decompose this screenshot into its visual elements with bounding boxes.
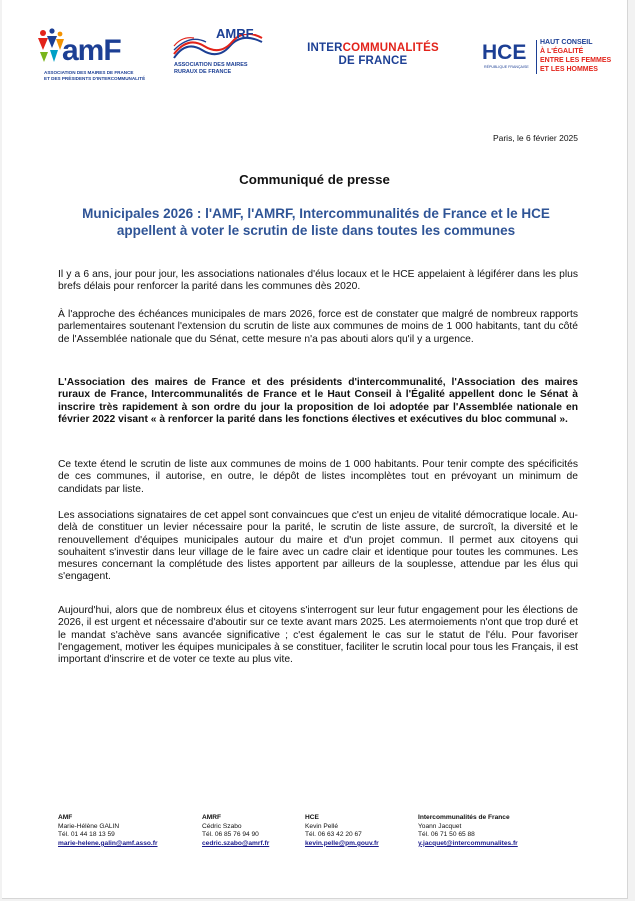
contact-name: Cédric Szabo: [202, 822, 242, 830]
intercommunalites-logo-communalites: COMMUNALITÉS: [342, 42, 439, 54]
contact-amf: [58, 814, 158, 848]
contact-phone: Tél. 01 44 18 13 59: [58, 831, 115, 839]
body-paragraph-1: Il y a 6 ans, jour pour jour, les associations nationales d'élus locaux et le HCE appelaient à légiférer dans les plus brefs délais pour renforcer la parité dans les communes dès 2020.: [58, 269, 578, 293]
contact-email-link[interactable]: kevin.pelle@pm.gouv.fr: [305, 839, 379, 847]
hce-name: [540, 38, 611, 74]
amrf-subtitle-line-1: ASSOCIATION DES MAIRES: [174, 62, 248, 68]
amrf-wordmark: AMRF: [216, 26, 254, 41]
contact-org: HCE: [305, 814, 319, 821]
hce-name-line-2: À L'ÉGALITÉ: [540, 48, 584, 55]
contact-email-link[interactable]: cedric.szabo@amrf.fr: [202, 839, 270, 847]
contact-phone: Tél. 06 71 50 65 88: [418, 831, 475, 839]
amf-subtitle: [44, 70, 145, 81]
press-release-date: Paris, le 6 février 2025: [492, 133, 578, 143]
body-paragraph-6: Aujourd'hui, alors que de nombreux élus et citoyens s'interrogent sur leur futur engagement pour les élections de 2026, il est urgent et nécessaire d'aboutir sur ce texte avant mars 2025. Les atermoiements n'ont que trop duré et le mandat s'achève sans avancée significative ; c'est également le cas sur le statut de l'élu. Pour favoriser l'engagement, motiver les équipes municipales à se constituer, faciliter le scrutin local pour tous les Français, il est important d'inscrire et de voter ce texte au plus vite.: [58, 605, 578, 666]
amf-wordmark: amF: [62, 34, 121, 67]
contact-phone: Tél. 06 85 76 94 90: [202, 831, 259, 839]
body-paragraph-5: Les associations signataires de cet appel sont convaincues que c'est un enjeu de vitalité démocratique locale. Au-delà de constituer un levier nécessaire pour la parité, le scrutin de liste assure, de surcroît, la diversité et le renouvellement d'équipes municipales autour du maire et d'un projet commun. Il permet aux citoyens qui souhaitent s'investir dans leur village de le faire avec un cadre clair et identique pour toutes les communes. Les mesures concernant la complétude des listes apportent par ailleurs de la souplesse, attendue par les élus qui s'engagent.: [58, 510, 578, 583]
body-paragraph-4: Ce texte étend le scrutin de liste aux communes de moins de 1 000 habitants. Pour tenir compte des spécificités de ces communes, il autorise, en outre, le dépôt de listes incomplètes tout en prévoyant un minimum de candidats par liste.: [58, 459, 578, 495]
hce-divider: [536, 40, 537, 74]
hce-logo: [482, 38, 622, 78]
intercommunalites-logo-line-1: [300, 42, 446, 55]
hce-wordmark: HCE: [482, 41, 527, 64]
contact-name: Yoann Jacquet: [418, 822, 462, 830]
document-page: [2, 0, 628, 899]
contact-email-link[interactable]: marie-helene.galin@amf.asso.fr: [58, 839, 158, 847]
contact-org: AMRF: [202, 814, 222, 821]
contact-hce: [305, 814, 379, 848]
amrf-logo: [170, 26, 280, 82]
contact-org: Intercommunalités de France: [418, 814, 510, 821]
amf-subtitle-line-2: ET DES PRÉSIDENTS D'INTERCOMMUNALITÉ: [44, 75, 146, 81]
hce-name-line-3: ENTRE LES FEMMES: [540, 57, 612, 64]
intercommunalites-logo: [300, 42, 446, 72]
contact-phone: Tél. 06 63 42 20 67: [305, 831, 362, 839]
amf-logo: [32, 26, 150, 84]
hce-name-line-4: ET LES HOMMES: [540, 66, 598, 73]
contact-org: AMF: [58, 814, 73, 821]
hce-republic-label: RÉPUBLIQUE FRANÇAISE: [484, 65, 529, 69]
contact-intercommunalites: [418, 814, 518, 848]
amf-subtitle-line-1: ASSOCIATION DES MAIRES DE FRANCE: [44, 70, 134, 75]
body-paragraph-3: L'Association des maires de France et des présidents d'intercommunalité, l'Association des maires ruraux de France, Intercommunalités de France et le Haut Conseil à l'Égalité appellent donc le Sénat à inscrire très rapidement à son ordre du jour la proposition de loi adoptée par l'Assemblée nationale en février 2022 visant « à renforcer la parité dans les fonctions électives et exécutives du bloc communal ».: [58, 377, 578, 425]
document-type-heading: Communiqué de presse: [239, 172, 390, 187]
press-release-headline: Municipales 2026 : l'AMF, l'AMRF, Intercommunalités de France et le HCE appellent à voter le scrutin de liste dans toutes les communes: [82, 206, 550, 238]
contact-email-link[interactable]: y.jacquet@intercommunalites.fr: [418, 839, 518, 847]
intercommunalites-logo-inter: INTER: [307, 42, 343, 54]
intercommunalites-logo-line-2: DE FRANCE: [338, 55, 408, 67]
contact-name: Kevin Pellé: [305, 822, 338, 830]
body-paragraph-2: À l'approche des échéances municipales de mars 2026, force est de constater que malgré de nombreux rapports parlementaires soutenant l'extension du scrutin de liste aux communes de moins de 1 000 habitants, tant du côté de l'Assemblée nationale que du Sénat, cette mesure n'a pas abouti alors qu'il y a urgence.: [58, 309, 578, 345]
contact-amrf: [202, 814, 269, 848]
amrf-subtitle: [174, 62, 248, 76]
amrf-subtitle-line-2: RURAUX DE FRANCE: [174, 69, 232, 75]
hce-name-line-1: HAUT CONSEIL: [540, 39, 593, 46]
contact-name: Marie-Hélène GALIN: [58, 822, 120, 830]
